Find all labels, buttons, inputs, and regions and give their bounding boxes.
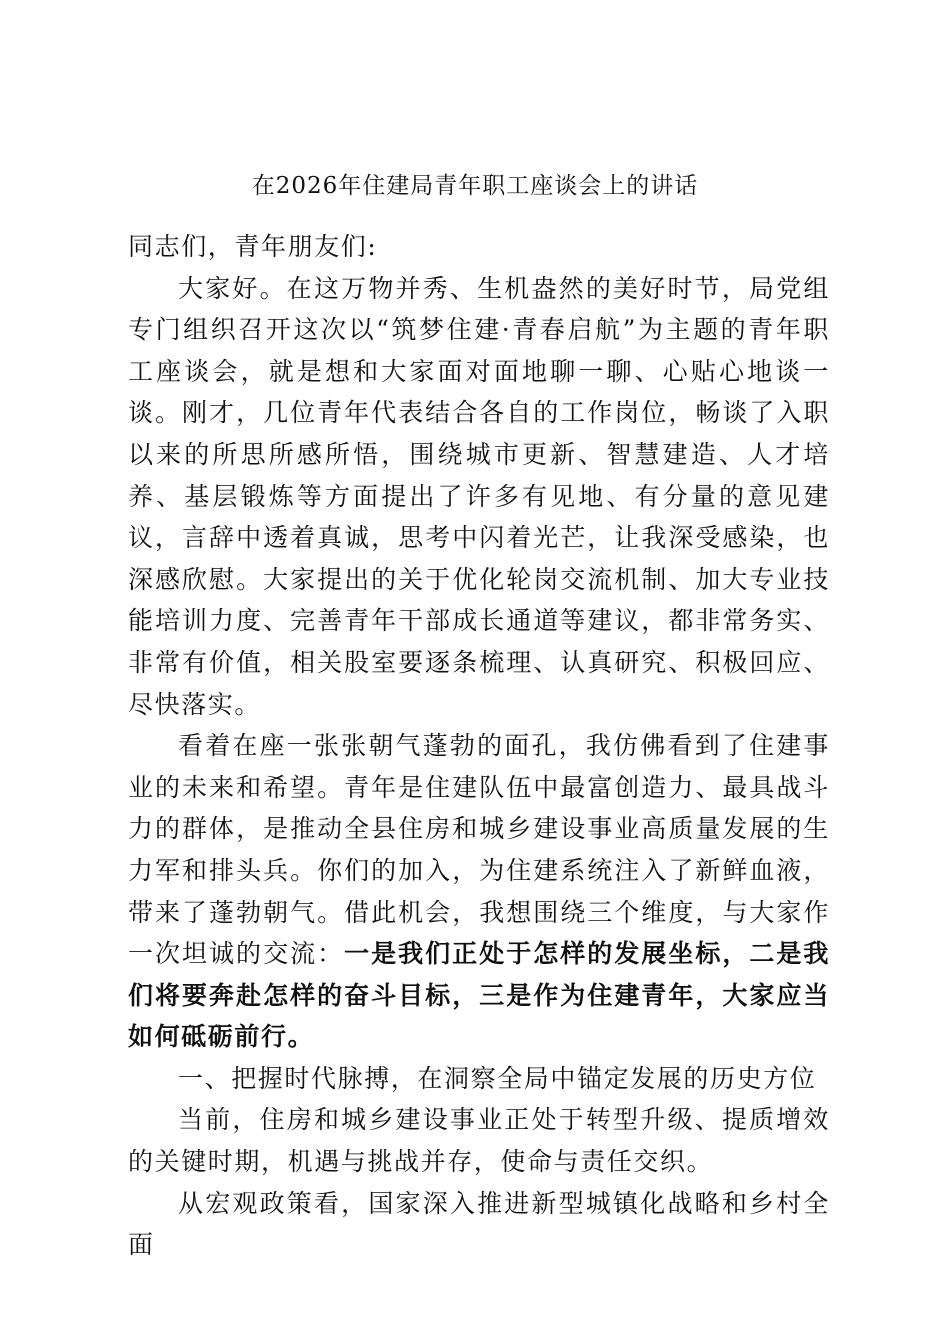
document-body	[128, 226, 830, 1266]
paragraph-macro-policy: 从宏观政策看，国家深入推进新型城镇化战略和乡村全面	[128, 1188, 830, 1260]
paragraph-overview	[128, 725, 830, 1058]
document-title: 在2026年住建局青年职工座谈会上的讲话	[251, 173, 699, 199]
section-heading-1: 一、把握时代脉搏，在洞察全局中锚定发展的历史方位	[178, 1063, 817, 1093]
paragraph-current-stage: 当前，住房和城乡建设事业正处于转型升级、提质增效的关键时期，机遇与挑战并存，使命与责任交织。	[128, 1105, 830, 1177]
paragraph-overview-emphasis: 一是我们正处于怎样的发展坐标，二是我们将要奔赴怎样的奋斗目标，三是作为住建青年，大家应当如何砥砺前行。	[128, 939, 830, 1052]
paragraph-overview-text: 看着在座一张张朝气蓬勃的面孔，我仿佛看到了住建事业的未来和希望。青年是住建队伍中最富创造力、最具战斗力的群体，是推动全县住房和城乡建设事业高质量发展的生力军和排头兵。你们的加入，为住建系统注入了新鲜血液，带来了蓬勃朝气。借此机会，我想围绕三个维度，与大家作一次坦诚的交流：	[128, 731, 830, 969]
paragraph-opening: 大家好。在这万物并秀、生机盎然的美好时节，局党组专门组织召开这次以“筑梦住建·青春启航”为主题的青年职工座谈会，就是想和大家面对面地聊一聊、心贴心地谈一谈。刚才，几位青年代表结合各自的工作岗位，畅谈了入职以来的所思所感所悟，围绕城市更新、智慧建造、人才培养、基层锻炼等方面提出了许多有见地、有分量的意见建议，言辞中透着真诚，思考中闪着光芒，让我深受感染，也深感欣慰。大家提出的关于优化轮岗交流机制、加大专业技能培训力度、完善青年干部成长通道等建议，都非常务实、非常有价值，相关股室要逐条梳理、认真研究、积极回应、尽快落实。	[128, 273, 830, 719]
salutation: 同志们，青年朋友们:	[128, 232, 378, 261]
